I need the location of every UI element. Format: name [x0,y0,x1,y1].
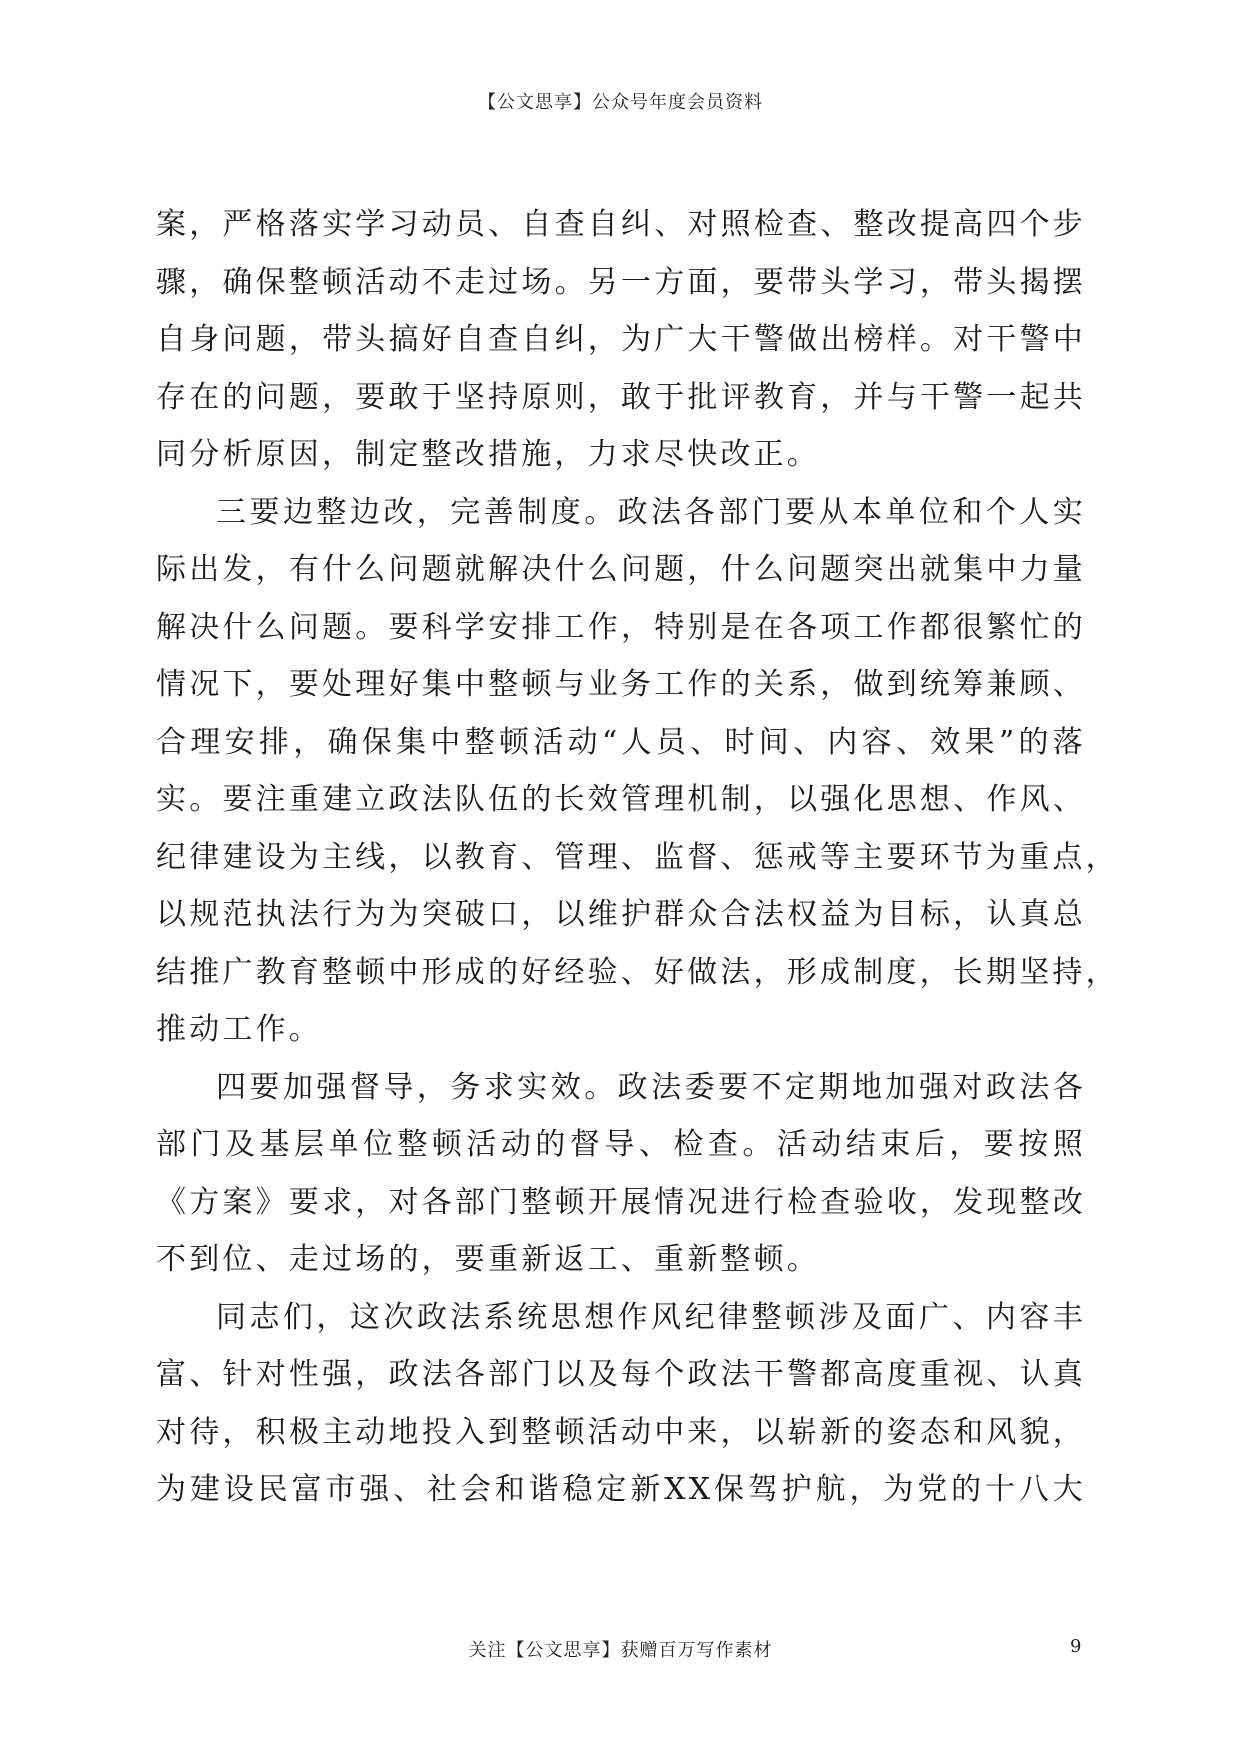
text-line: 合理安排，确保集中整顿活动“人员、时间、内容、效果”的落 [156,724,1086,760]
document-body [156,196,1119,1519]
text-line: 自身问题，带头搞好自查自纠，为广大干警做出榜样。对干警中 [156,322,1086,357]
text-line: 推动工作。 [156,1012,322,1047]
text-line: 对待，积极主动地投入到整顿活动中来，以崭新的姿态和风貌， [156,1414,1086,1450]
text-line: 存在的问题，要敢于坚持原则，敢于批评教育，并与干警一起共 [156,379,1086,415]
text-line: 际出发，有什么问题就解决什么问题，什么问题突出就集中力量 [156,552,1086,587]
page-footer: 关注【公文思享】获赠百万写作素材 [468,1640,773,1661]
text-line: 案，严格落实学习动员、自查自纠、对照检查、整改提高四个步 [156,207,1086,242]
text-line: 同分析原因，制定整改措施，力求尽快改正。 [156,437,820,472]
page-number: 9 [1070,1636,1082,1657]
text-line: 不到位、走过场的，要重新返工、重新整顿。 [156,1242,820,1277]
text-line: 三要边整边改，完善制度。政法各部门要从本单位和个人实 [216,494,1086,530]
text-line: 以规范执法行为为突破口，以维护群众合法权益为目标，认真总 [156,897,1086,932]
text-line: 富、针对性强，政法各部门以及每个政法干警都高度重视、认真 [156,1357,1086,1392]
text-line: 纪律建设为主线，以教育、管理、监督、惩戒等主要环节为重点， [156,839,1119,875]
text-line: 实。要注重建立政法队伍的长效管理机制，以强化思想、作风、 [156,782,1086,817]
text-line: 四要加强督导，务求实效。政法委要不定期地加强对政法各 [216,1069,1086,1105]
text-line: 解决什么问题。要科学安排工作，特别是在各项工作都很繁忙的 [156,609,1086,645]
text-line: 《方案》要求，对各部门整顿开展情况进行检查验收，发现整改 [156,1184,1086,1220]
page-header: 【公文思享】公众号年度会员资料 [478,92,763,113]
text-line: 情况下，要处理好集中整顿与业务工作的关系，做到统筹兼顾、 [156,667,1086,702]
text-line: 为建设民富市强、社会和谐稳定新XX保驾护航，为党的十八大 [156,1472,1086,1507]
text-line: 部门及基层单位整顿活动的督导、检查。活动结束后，要按照 [156,1127,1086,1162]
text-line: 同志们，这次政法系统思想作风纪律整顿涉及面广、内容丰 [216,1299,1086,1335]
text-line: 骤，确保整顿活动不走过场。另一方面，要带头学习，带头揭摆 [156,264,1086,300]
text-line: 结推广教育整顿中形成的好经验、好做法，形成制度，长期坚持， [156,954,1119,990]
